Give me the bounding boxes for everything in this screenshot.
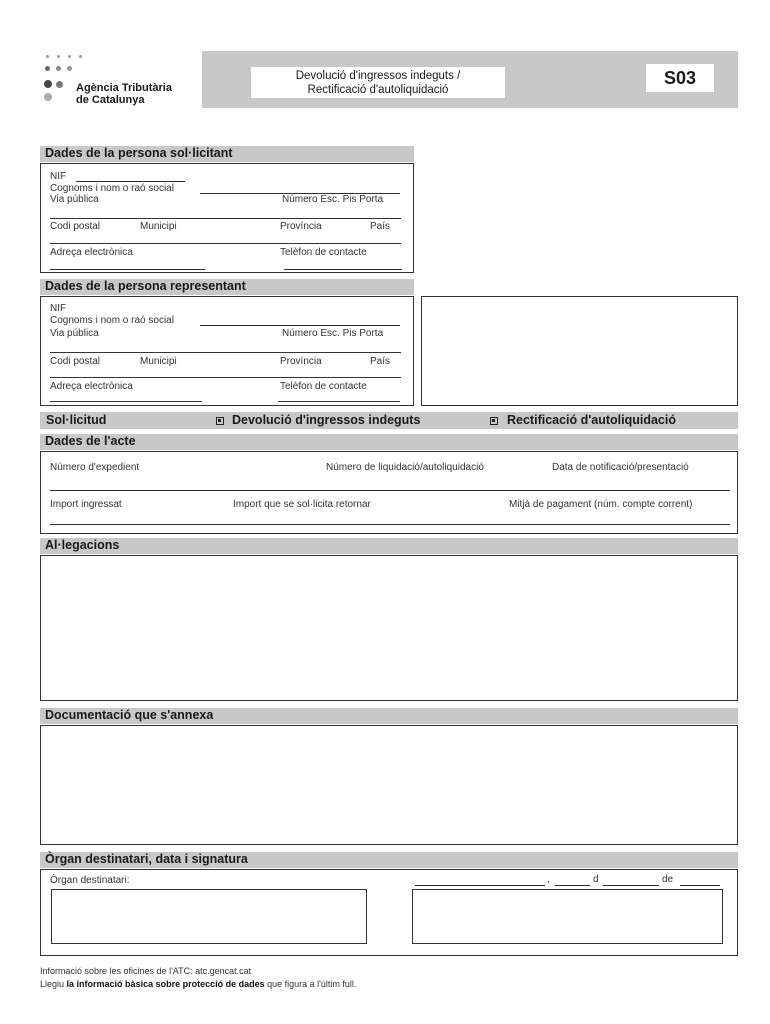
date-comma: , (547, 874, 550, 885)
representative-name-label: Cognoms i nom o raó social (50, 315, 174, 326)
requester-phone-label: Telèfon de contacte (280, 247, 367, 258)
agency-name-line1: Agència Tributària (76, 82, 172, 94)
requester-phone-field[interactable] (284, 269, 402, 270)
settlement-number-label: Número de liquidació/autoliquidació (326, 462, 484, 473)
agency-name-line2: de Catalunya (76, 94, 145, 106)
amount-paid-label: Import ingressat (50, 499, 122, 510)
payment-method-label: Mitjà de pagament (núm. compte corrent) (509, 499, 693, 510)
representative-postal-label: Codi postal (50, 356, 101, 367)
requester-number-label: Número Esc. Pis Porta (282, 194, 384, 205)
allegations-textarea[interactable] (40, 555, 738, 701)
act-section-title: Dades de l'acte (40, 434, 738, 450)
recipient-field[interactable] (51, 889, 367, 944)
requester-email-label: Adreça electrònica (50, 247, 133, 258)
form-code: S03 (646, 64, 714, 92)
file-number-label: Número d'expedient (50, 462, 140, 473)
representative-address-field[interactable] (50, 352, 401, 353)
date-de-label: de (662, 874, 674, 885)
form-title-box (251, 67, 505, 98)
requester-name-label: Cognoms i nom o raó social (50, 183, 174, 194)
signature-section-title: Òrgan destinatari, data i signatura (40, 852, 738, 868)
day-field[interactable] (555, 885, 590, 886)
representative-number-label: Número Esc. Pis Porta (282, 328, 384, 339)
documentation-section-title: Documentació que s'annexa (40, 708, 738, 724)
date-d-label: d (593, 874, 599, 885)
data-protection-link[interactable]: la informació bàsica sobre protecció de dades (66, 979, 265, 989)
requester-country-label: País (370, 221, 391, 232)
representative-stamp-box[interactable] (421, 296, 738, 406)
data-protection-note (40, 979, 356, 990)
representative-email-field[interactable] (50, 401, 202, 402)
requester-street-label: Via pública (50, 194, 99, 205)
requester-nif-field[interactable] (76, 181, 185, 182)
requester-municipality-label: Municipi (140, 221, 177, 232)
rectification-option-label: Rectificació d'autoliquidació (507, 413, 676, 427)
month-field[interactable] (603, 885, 659, 886)
form-title-line1: Devolució d'ingressos indeguts / (295, 70, 461, 82)
requester-postal-label: Codi postal (50, 221, 101, 232)
offices-info: Informació sobre les oficines de l'ATC: atc.gencat.cat (40, 966, 252, 976)
representative-province-label: Província (280, 356, 322, 367)
refund-option-label: Devolució d'ingressos indeguts (232, 413, 421, 427)
requester-nif-label: NIF (50, 171, 67, 182)
requester-location-field[interactable] (50, 243, 401, 244)
requester-province-label: Província (280, 221, 322, 232)
refund-checkbox[interactable] (216, 417, 224, 425)
representative-phone-label: Telèfon de contacte (280, 381, 367, 392)
amount-requested-label: Import que se sol·licita retornar (233, 499, 371, 510)
requester-address-field[interactable] (50, 218, 401, 219)
requester-email-field[interactable] (50, 269, 205, 270)
act-line2-field[interactable] (50, 524, 730, 525)
representative-section-title: Dades de la persona representant (40, 279, 414, 295)
representative-street-label: Via pública (50, 328, 99, 339)
notification-date-label: Data de notificació/presentació (552, 462, 689, 473)
representative-country-label: País (370, 356, 391, 367)
act-line1-field[interactable] (50, 490, 730, 491)
year-field[interactable] (680, 885, 720, 886)
signature-field[interactable] (412, 889, 723, 944)
representative-location-field[interactable] (50, 377, 401, 378)
recipient-label: Òrgan destinatari: (50, 875, 130, 886)
representative-phone-field[interactable] (278, 401, 400, 402)
form-title-line2: Rectificació d'autoliquidació (307, 84, 449, 96)
request-label: Sol·licitud (46, 413, 107, 427)
read-prefix: Llegiu (40, 979, 65, 989)
rectification-checkbox[interactable] (490, 417, 498, 425)
place-field[interactable] (415, 885, 545, 886)
read-suffix: que figura a l'últim full. (267, 979, 357, 989)
representative-email-label: Adreça electrònica (50, 381, 133, 392)
allegations-section-title: Al·legacions (40, 538, 738, 554)
requester-section-title: Dades de la persona sol·licitant (40, 146, 414, 162)
representative-name-field[interactable] (200, 325, 400, 326)
representative-municipality-label: Municipi (140, 356, 177, 367)
representative-nif-label: NIF (50, 303, 67, 314)
documentation-textarea[interactable] (40, 725, 738, 845)
